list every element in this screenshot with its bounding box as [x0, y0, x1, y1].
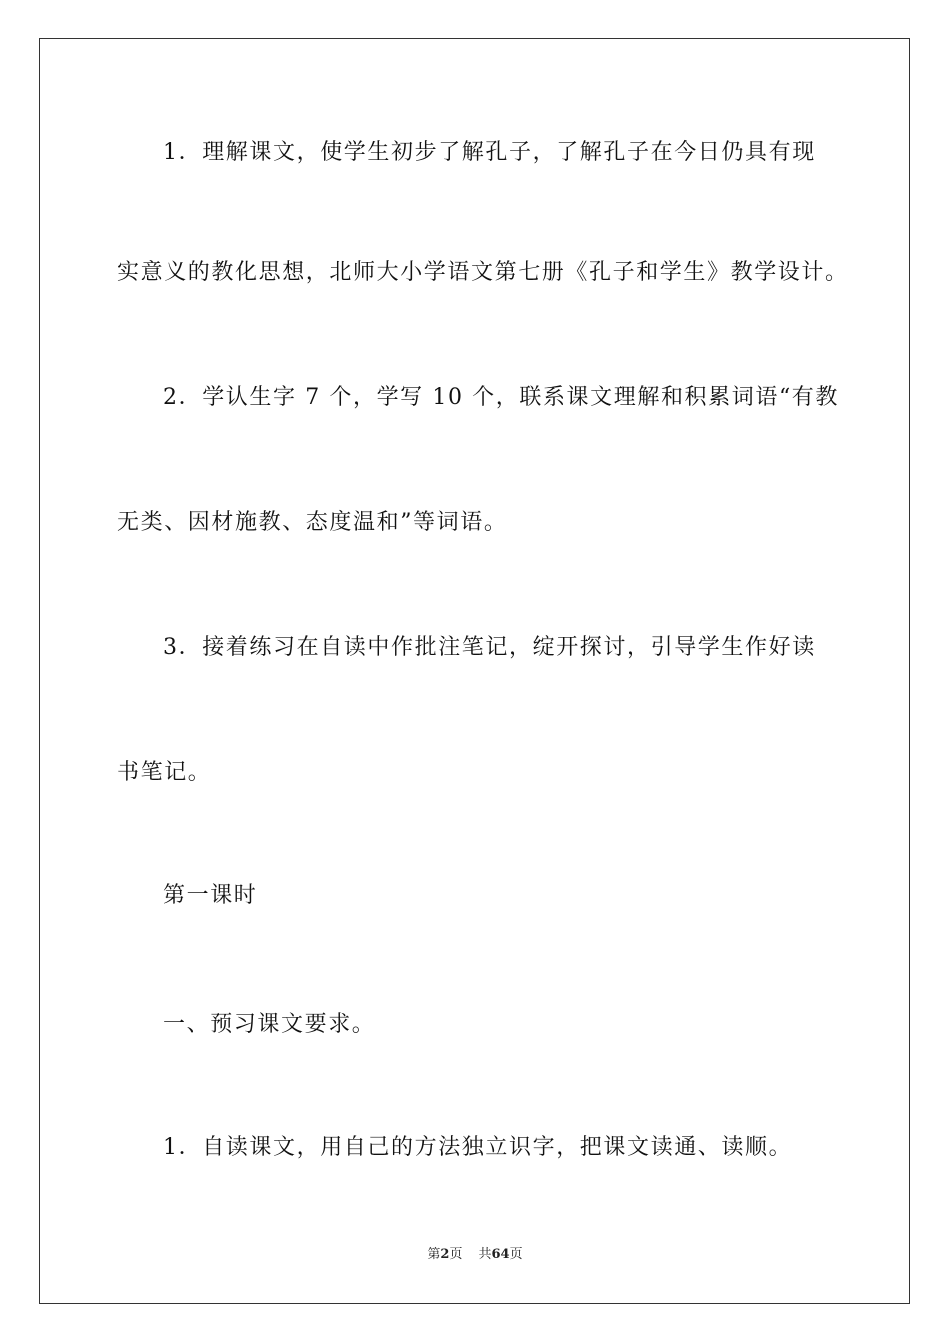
page-prefix: 第 — [427, 1247, 441, 1262]
paragraph-3-line-2: 书笔记。 — [117, 760, 212, 785]
total-pages: 64 — [491, 1247, 510, 1262]
paragraph-2-line-2: 无类、因材施教、态度温和”等词语。 — [117, 510, 508, 535]
paragraph-3-line-1: 3．接着练习在自读中作批注笔记，绽开探讨，引导学生作好读 — [163, 635, 816, 660]
page-suffix: 页 — [449, 1247, 463, 1262]
subsection-heading: 一、预习课文要求。 — [163, 1012, 376, 1037]
paragraph-1-line-2: 实意义的教化思想，北师大小学语文第七册《孔子和学生》教学设计。 — [117, 260, 849, 285]
paragraph-4-line-1: 1．自读课文，用自己的方法独立识字，把课文读通、读顺。 — [163, 1135, 793, 1160]
total-prefix: 共 — [478, 1247, 492, 1262]
paragraph-2-line-1: 2．学认生字 7 个，学写 10 个，联系课文理解和积累词语“有教 — [163, 385, 840, 410]
section-heading: 第一课时 — [163, 883, 258, 908]
page-number: 2 — [440, 1247, 450, 1262]
paragraph-1-line-1: 1．理解课文，使学生初步了解孔子，了解孔子在今日仍具有现 — [163, 140, 816, 165]
page-border — [39, 38, 910, 1304]
total-suffix: 页 — [509, 1247, 523, 1262]
page-footer — [0, 1245, 950, 1265]
